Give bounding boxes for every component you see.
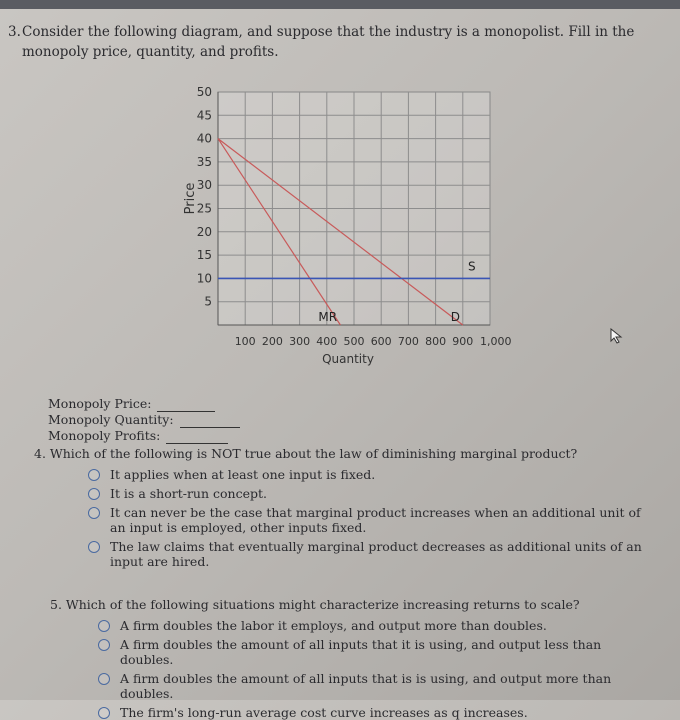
option-label: It is a short-run concept. <box>110 486 267 501</box>
radio-button[interactable] <box>98 620 110 632</box>
option-label: A firm doubles the amount of all inputs that it is using, and output less than doubles. <box>120 637 602 667</box>
y-tick-label: 20 <box>196 224 212 239</box>
x-tick-label: 700 <box>397 335 419 348</box>
y-tick-label: 50 <box>196 85 212 99</box>
y-tick-label: 25 <box>196 201 212 216</box>
y-tick-label: 35 <box>196 154 212 169</box>
monopoly-diagram <box>176 80 516 384</box>
monopoly-quantity-label: Monopoly Quantity: <box>48 412 174 427</box>
x-tick-label: 1,000 <box>480 335 512 348</box>
question-5 <box>50 596 650 720</box>
question-3 <box>8 22 668 62</box>
y-tick-label: 5 <box>204 294 212 309</box>
mouse-pointer-icon <box>610 328 624 344</box>
y-tick-label: 45 <box>196 108 212 123</box>
x-tick-label: 200 <box>261 335 283 348</box>
option-label: A firm doubles the amount of all inputs that is is using, and output more than doubles. <box>120 671 612 701</box>
question-5-option-1[interactable] <box>98 618 650 633</box>
option-label: The firm's long-run average cost curve increases as q increases. <box>120 705 528 720</box>
question-3-number: 3. <box>8 24 21 40</box>
radio-button[interactable] <box>88 488 100 500</box>
monopoly-quantity-row <box>48 412 240 428</box>
x-axis-label: Quantity <box>322 352 374 366</box>
series-label-d: D <box>450 310 461 324</box>
y-axis-label: Price <box>183 182 198 215</box>
x-tick-label: 900 <box>452 335 474 348</box>
monopoly-quantity-blank[interactable] <box>180 416 240 428</box>
monopoly-price-blank[interactable] <box>157 400 215 412</box>
option-label: A firm doubles the labor it employs, and output more than doubles. <box>120 618 547 633</box>
question-4-option-1[interactable] <box>88 467 654 482</box>
y-tick-label: 15 <box>196 248 212 263</box>
question-5-title: 5. Which of the following situations might characterize increasing returns to scale? <box>50 597 580 612</box>
monopoly-profits-blank[interactable] <box>166 432 228 444</box>
radio-button[interactable] <box>88 541 100 553</box>
monopoly-price-label: Monopoly Price: <box>48 396 152 411</box>
x-tick-label: 300 <box>289 335 311 348</box>
y-tick-label: 30 <box>196 178 212 193</box>
option-label: It applies when at least one input is fixed. <box>110 467 376 482</box>
question-4-option-3[interactable] <box>88 505 654 535</box>
question-5-option-2[interactable] <box>98 637 650 667</box>
x-tick-label: 500 <box>343 335 365 348</box>
x-tick-label: 400 <box>316 335 338 348</box>
monopoly-price-row <box>48 396 240 412</box>
radio-button[interactable] <box>88 507 100 519</box>
option-label: The law claims that eventually marginal product decreases as additional units of an input are hired. <box>110 539 642 569</box>
x-tick-label: 100 <box>234 335 256 348</box>
question-3-answers <box>48 396 240 444</box>
question-4-option-4[interactable] <box>88 539 654 569</box>
monopoly-chart-svg <box>176 80 516 380</box>
y-tick-label: 10 <box>196 271 212 286</box>
radio-button[interactable] <box>88 469 100 481</box>
monopoly-profits-row <box>48 428 240 444</box>
question-5-option-4[interactable] <box>98 705 650 720</box>
series-label-s: S <box>468 259 476 274</box>
option-label: It can never be the case that marginal product increases when an additional unit of an input is employed, other inputs fixed. <box>110 505 641 535</box>
question-3-text: Consider the following diagram, and suppose that the industry is a monopolist. Fill in the monopoly price, quantity, and profits. <box>22 24 635 60</box>
radio-button[interactable] <box>98 673 110 685</box>
question-4-title: 4. Which of the following is NOT true about the law of diminishing marginal product? <box>34 446 578 461</box>
x-tick-label: 600 <box>370 335 392 348</box>
radio-button[interactable] <box>98 639 110 651</box>
top-edge-bar <box>0 0 680 9</box>
series-label-mr: MR <box>318 310 338 324</box>
x-tick-label: 800 <box>425 335 447 348</box>
monopoly-profits-label: Monopoly Profits: <box>48 428 161 443</box>
y-tick-label: 40 <box>196 131 212 146</box>
question-4-option-2[interactable] <box>88 486 654 501</box>
question-4 <box>34 445 654 569</box>
radio-button[interactable] <box>98 707 110 719</box>
question-5-option-3[interactable] <box>98 671 650 701</box>
